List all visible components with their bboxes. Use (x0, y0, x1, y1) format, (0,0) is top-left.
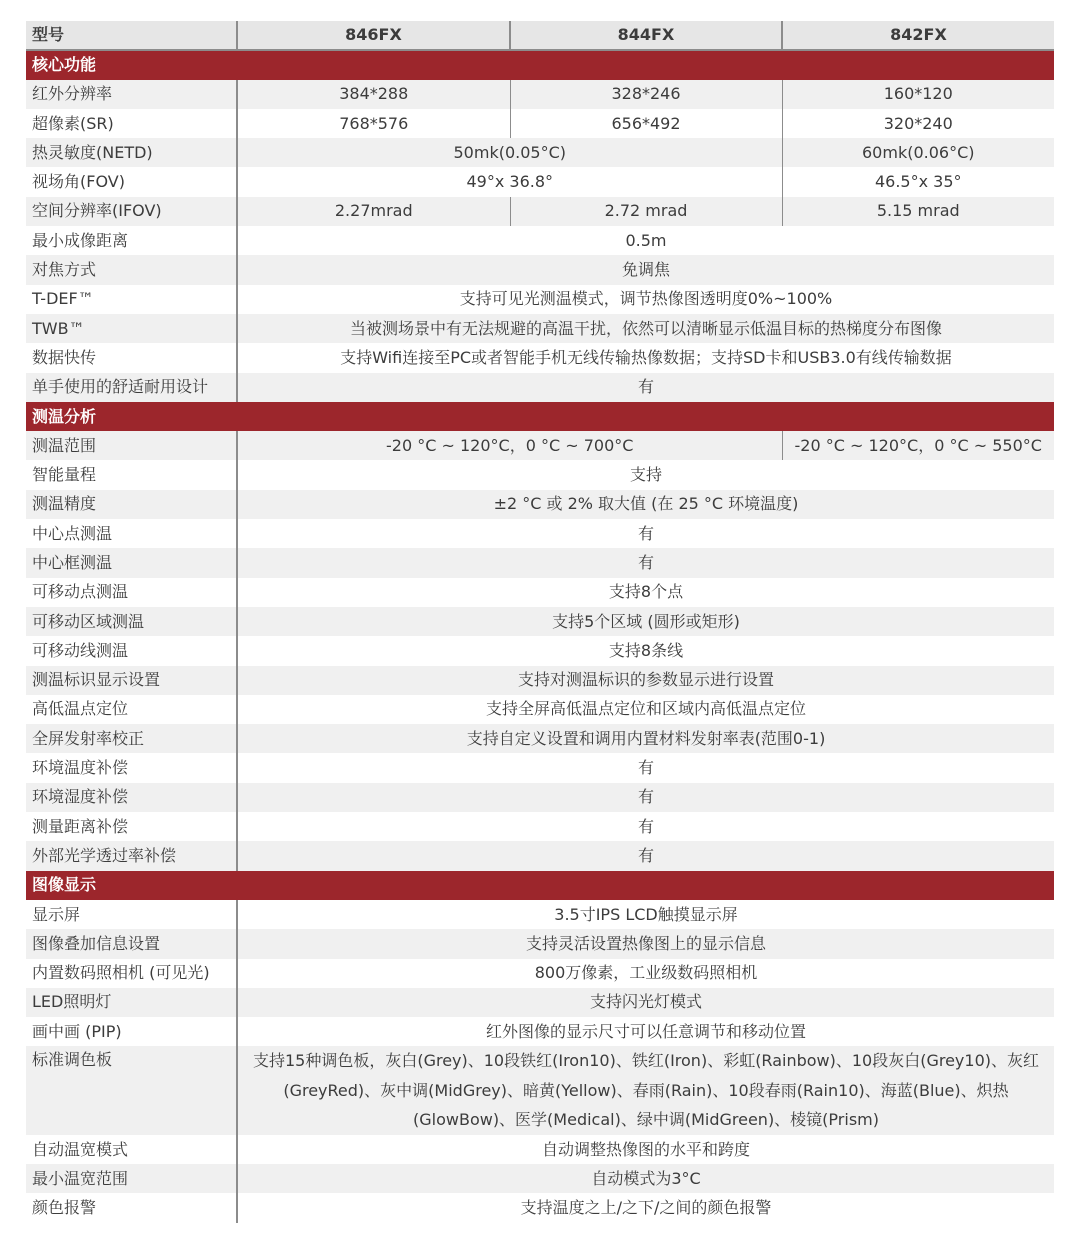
cell-all: 3.5寸IPS LCD触摸显示屏 (237, 900, 1054, 929)
cell-842: 5.15 mrad (782, 197, 1054, 226)
row-label: 自动温宽模式 (26, 1135, 237, 1164)
cell-all: 支持闪光灯模式 (237, 988, 1054, 1017)
cell-all: 支持全屏高低温点定位和区域内高低温点定位 (237, 695, 1054, 724)
cell-842: 160*120 (782, 80, 1054, 109)
table-row (26, 783, 1054, 812)
row-label: 颜色报警 (26, 1193, 237, 1222)
table-row (26, 724, 1054, 753)
cell-all: 支持对测温标识的参数显示进行设置 (237, 666, 1054, 695)
table-row (26, 988, 1054, 1017)
model-header-label: 型号 (26, 21, 237, 50)
row-label: 可移动点测温 (26, 578, 237, 607)
row-label: 数据快传 (26, 343, 237, 372)
table-row (26, 138, 1054, 167)
table-row (26, 607, 1054, 636)
row-label: 可移动区域测温 (26, 607, 237, 636)
row-label: 内置数码照相机 (可见光) (26, 959, 237, 988)
table-row (26, 285, 1054, 314)
cell-all: 支持 (237, 460, 1054, 489)
cell-all: 有 (237, 548, 1054, 577)
cell-all: 有 (237, 783, 1054, 812)
table-row (26, 578, 1054, 607)
cell-846: 768*576 (237, 109, 510, 138)
table-row (26, 695, 1054, 724)
table-row (26, 314, 1054, 343)
cell-846-844: -20 °C ~ 120°C，0 °C ~ 700°C (237, 431, 782, 460)
cell-all: 有 (237, 841, 1054, 870)
row-label: 最小温宽范围 (26, 1164, 237, 1193)
table-row (26, 1046, 1054, 1135)
table-row (26, 460, 1054, 489)
table-row (26, 167, 1054, 196)
table-row (26, 812, 1054, 841)
section-display (26, 871, 1054, 900)
cell-844: 2.72 mrad (510, 197, 782, 226)
table-row (26, 343, 1054, 372)
row-label: 画中画 (PIP) (26, 1017, 237, 1046)
table-row (26, 1164, 1054, 1193)
cell-all: ±2 °C 或 2% 取大值 (在 25 °C 环境温度) (237, 490, 1054, 519)
cell-844: 328*246 (510, 80, 782, 109)
cell-all: 支持8个点 (237, 578, 1054, 607)
cell-842: -20 °C ~ 120°C，0 °C ~ 550°C (782, 431, 1054, 460)
row-label: 全屏发射率校正 (26, 724, 237, 753)
row-label: TWB™ (26, 314, 237, 343)
cell-all: 支持自定义设置和调用内置材料发射率表(范围0-1) (237, 724, 1054, 753)
table-row (26, 900, 1054, 929)
cell-all: 支持Wifi连接至PC或者智能手机无线传输热像数据；支持SD卡和USB3.0有线传输数据 (237, 343, 1054, 372)
table-row (26, 109, 1054, 138)
section-title: 核心功能 (26, 50, 1054, 79)
row-label: 测温范围 (26, 431, 237, 460)
model-846fx: 846FX (237, 21, 510, 50)
cell-844: 656*492 (510, 109, 782, 138)
cell-all: 支持灵活设置热像图上的显示信息 (237, 929, 1054, 958)
model-844fx: 844FX (510, 21, 782, 50)
row-label: 热灵敏度(NETD) (26, 138, 237, 167)
table-row (26, 959, 1054, 988)
section-measure (26, 402, 1054, 431)
row-label: 环境温度补偿 (26, 753, 237, 782)
table-row (26, 1135, 1054, 1164)
row-label: 高低温点定位 (26, 695, 237, 724)
model-header-row (26, 21, 1054, 50)
model-842fx: 842FX (782, 21, 1054, 50)
row-label: 标准调色板 (26, 1046, 237, 1135)
table-row (26, 80, 1054, 109)
row-label: 智能量程 (26, 460, 237, 489)
table-row (26, 841, 1054, 870)
table-row (26, 373, 1054, 402)
table-row (26, 548, 1054, 577)
cell-all: 800万像素，工业级数码照相机 (237, 959, 1054, 988)
row-label: 图像叠加信息设置 (26, 929, 237, 958)
row-label: 超像素(SR) (26, 109, 237, 138)
row-label: 单手使用的舒适耐用设计 (26, 373, 237, 402)
cell-846: 2.27mrad (237, 197, 510, 226)
cell-all: 支持可见光测温模式，调节热像图透明度0%~100% (237, 285, 1054, 314)
cell-all: 支持5个区域 (圆形或矩形) (237, 607, 1054, 636)
cell-all: 红外图像的显示尺寸可以任意调节和移动位置 (237, 1017, 1054, 1046)
cell-846-844: 50mk(0.05°C) (237, 138, 782, 167)
cell-842: 320*240 (782, 109, 1054, 138)
row-label: 测温精度 (26, 490, 237, 519)
row-label: T-DEF™ (26, 285, 237, 314)
row-label: 空间分辨率(IFOV) (26, 197, 237, 226)
cell-842: 46.5°x 35° (782, 167, 1054, 196)
table-row (26, 753, 1054, 782)
row-label: LED照明灯 (26, 988, 237, 1017)
table-row (26, 1193, 1054, 1222)
cell-all: 自动模式为3°C (237, 1164, 1054, 1193)
cell-all: 有 (237, 373, 1054, 402)
cell-all: 支持8条线 (237, 636, 1054, 665)
section-title: 测温分析 (26, 402, 1054, 431)
row-label: 测量距离补偿 (26, 812, 237, 841)
row-label: 对焦方式 (26, 255, 237, 284)
row-label: 中心框测温 (26, 548, 237, 577)
cell-all: 自动调整热像图的水平和跨度 (237, 1135, 1054, 1164)
row-label: 测温标识显示设置 (26, 666, 237, 695)
cell-all: 有 (237, 753, 1054, 782)
row-label: 外部光学透过率补偿 (26, 841, 237, 870)
row-label: 可移动线测温 (26, 636, 237, 665)
spec-table (26, 21, 1054, 1223)
row-label: 中心点测温 (26, 519, 237, 548)
table-row (26, 929, 1054, 958)
table-row (26, 490, 1054, 519)
table-row (26, 636, 1054, 665)
row-label: 显示屏 (26, 900, 237, 929)
cell-all: 当被测场景中有无法规避的高温干扰，依然可以清晰显示低温目标的热梯度分布图像 (237, 314, 1054, 343)
row-label: 红外分辨率 (26, 80, 237, 109)
cell-all: 支持15种调色板，灰白(Grey)、10段铁红(Iron10)、铁红(Iron)、彩虹(Rainbow)、10段灰白(Grey10)、灰红(GreyRed)、灰中调(MidGrey)、暗黄(Yellow)、春雨(Rain)、10段春雨(Rain10)、海蓝(Blue)、炽热(GlowBow)、医学(Medical)、绿中调(MidGreen)、棱镜(Prism) (237, 1046, 1054, 1135)
cell-842: 60mk(0.06°C) (782, 138, 1054, 167)
table-row (26, 431, 1054, 460)
cell-846-844: 49°x 36.8° (237, 167, 782, 196)
table-row (26, 255, 1054, 284)
table-row (26, 197, 1054, 226)
row-label: 视场角(FOV) (26, 167, 237, 196)
table-row (26, 226, 1054, 255)
row-label: 最小成像距离 (26, 226, 237, 255)
cell-all: 支持温度之上/之下/之间的颜色报警 (237, 1193, 1054, 1222)
table-row (26, 519, 1054, 548)
cell-846: 384*288 (237, 80, 510, 109)
cell-all: 有 (237, 519, 1054, 548)
cell-all: 有 (237, 812, 1054, 841)
section-title: 图像显示 (26, 871, 1054, 900)
section-core (26, 50, 1054, 79)
cell-all: 0.5m (237, 226, 1054, 255)
row-label: 环境湿度补偿 (26, 783, 237, 812)
table-row (26, 666, 1054, 695)
table-row (26, 1017, 1054, 1046)
cell-all: 免调焦 (237, 255, 1054, 284)
